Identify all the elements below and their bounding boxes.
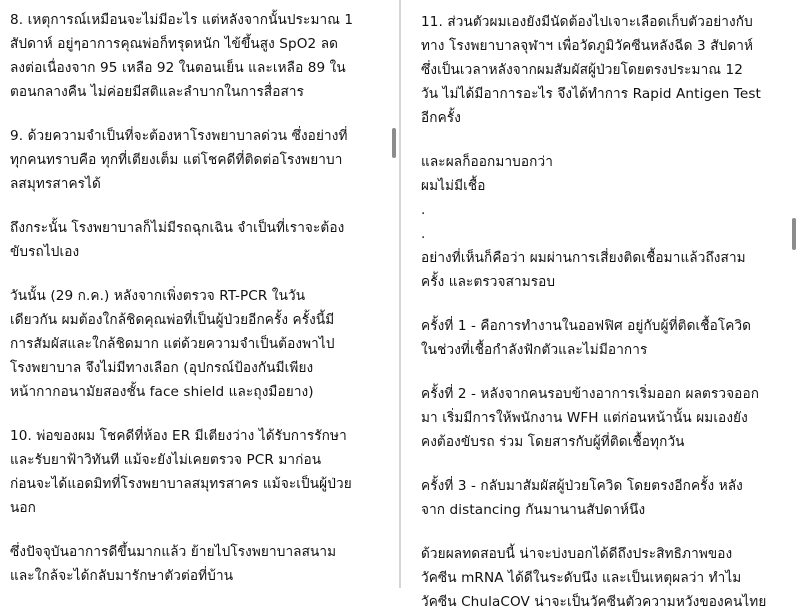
- text-paragraph: [421, 10, 788, 130]
- text-paragraph: [421, 246, 788, 294]
- text-paragraph: [10, 424, 387, 520]
- text-line: สัปดาห์ อยู่ๆอาการคุณพ่อก็ทรุดหนัก ไข้ขึ้นสูง SpO2 ลด: [10, 36, 339, 52]
- text-line: ในช่วงที่เชื้อกำลังฟักตัวและไม่มีอาการ: [421, 342, 648, 358]
- text-paragraph: [10, 124, 387, 196]
- text-paragraph: [10, 216, 387, 264]
- text-line: วัน ไม่ได้มีอาการอะไร จึงได้ทำการ Rapid Antigen Test: [421, 86, 761, 102]
- text-line: ครั้งที่ 1 - คือการทำงานในออฟฟิศ อยู่กับผู้ที่ติดเชื้อโควิด: [421, 318, 752, 334]
- text-line: ตอนกลางคืน ไม่ค่อยมีสติและลำบากในการสื่อสาร: [10, 84, 305, 100]
- text-line: ก่อนจะได้แอดมิทที่โรงพยาบาลสมุทรสาคร แม้จะเป็นผู้ป่วย: [10, 476, 352, 492]
- text-paragraph: [421, 474, 788, 522]
- text-paragraph: [10, 284, 387, 404]
- right-text-pane[interactable]: [401, 0, 800, 610]
- text-line: ทุกคนทราบคือ ทุกที่เตียงเต็ม แต่โชคดีที่ติดต่อโรงพยาบา: [10, 152, 343, 168]
- text-line: ลงต่อเนื่องจาก 95 เหลือ 92 ในตอนเย็น และเหลือ 89 ใน: [10, 60, 346, 76]
- text-line: และใกล้จะได้กลับมารักษาตัวต่อที่บ้าน: [10, 568, 234, 584]
- text-paragraph: [10, 8, 387, 104]
- text-line: ด้วยผลทดสอบนี้ น่าจะบ่งบอกได้ดีถึงประสิทธิภาพของ: [421, 546, 733, 562]
- text-line: นอก: [10, 500, 36, 516]
- text-line: และรับยาฟ้าวิทันที แม้จะยังไม่เคยตรวจ PCR มาก่อน: [10, 452, 322, 468]
- text-line: .: [421, 202, 426, 218]
- text-line: 9. ด้วยความจำเป็นที่จะต้องหาโรงพยาบาลด่วน ซึ่งอย่างที่: [10, 128, 348, 144]
- left-scrollbar-thumb[interactable]: [392, 128, 396, 158]
- text-line: ครั้งที่ 2 - หลังจากคนรอบข้างอาการเริ่มออก ผลตรวจออก: [421, 386, 760, 402]
- text-line: ซึ่งปัจจุบันอาการดีขึ้นมากแล้ว ย้ายไปโรงพยาบาลสนาม: [10, 544, 337, 560]
- text-line: วัคซีน mRNA ได้ดีในระดับนึง และเป็นเหตุผลว่า ทำไม: [421, 570, 742, 586]
- text-paragraph: [421, 382, 788, 454]
- text-line: ทาง โรงพยาบาลจุฬาฯ เพื่อวัดภูมิวัคซีนหลังฉีด 3 สัปดาห์: [421, 38, 754, 54]
- text-line: ลสมุทรสาครได้: [10, 176, 101, 192]
- text-line: ครั้งที่ 3 - กลับมาสัมผัสผู้ป่วยโควิด โดยตรงอีกครั้ง หลัง: [421, 478, 743, 494]
- text-line: 8. เหตุการณ์เหมือนจะไม่มีอะไร แต่หลังจากนั้นประมาณ 1: [10, 12, 354, 28]
- text-line: คงต้องขับรถ ร่วม โดยสารกับผู้ที่ติดเชื้อทุกวัน: [421, 434, 685, 450]
- text-line: วัคซีน ChulaCOV น่าจะเป็นวัคซีนตัวความหวังของคนไทย: [421, 594, 767, 610]
- text-paragraph: [10, 540, 387, 588]
- text-line: ขับรถไปเอง: [10, 244, 80, 260]
- text-line: อีกครั้ง: [421, 110, 461, 126]
- text-paragraph: [421, 314, 788, 362]
- text-line: .: [421, 226, 426, 242]
- right-scrollbar-thumb[interactable]: [792, 218, 796, 250]
- left-text-pane[interactable]: [0, 0, 399, 588]
- text-paragraph: [421, 150, 788, 246]
- text-line: จาก distancing กันมานานสัปดาห์นึง: [421, 502, 646, 518]
- text-line: การสัมผัสและใกล้ชิดมาก แต่ด้วยความจำเป็นต้องพาไป: [10, 336, 335, 352]
- text-line: และผลก็ออกมาบอกว่า: [421, 154, 553, 170]
- text-line: ซึ่งเป็นเวลาหลังจากผมสัมผัสผู้ป่วยโดยตรงประมาณ 12: [421, 62, 743, 78]
- text-line: โรงพยาบาล จึงไม่มีทางเลือก (อุปกรณ์ป้องกันมีเพียง: [10, 360, 314, 376]
- text-line: มา เริ่มมีการให้พนักงาน WFH แต่ก่อนหน้านั้น ผมเองยัง: [421, 410, 748, 426]
- text-line: 11. ส่วนตัวผมเองยังมีนัดต้องไปเจาะเลือดเก็บตัวอย่างกับ: [421, 14, 753, 30]
- text-line: ถึงกระนั้น โรงพยาบาลก็ไม่มีรถฉุกเฉิน จำเป็นที่เราจะต้อง: [10, 220, 345, 236]
- text-line: เดียวกัน ผมต้องใกล้ชิดคุณพ่อที่เป็นผู้ป่วยอีกครั้ง ครั้งนี้มี: [10, 312, 335, 328]
- text-line: ผมไม่มีเชื้อ: [421, 178, 486, 194]
- text-paragraph: [421, 542, 788, 614]
- text-line: 10. พ่อของผม โชคดีที่ห้อง ER มีเตียงว่าง ได้รับการรักษา: [10, 428, 347, 444]
- text-line: หน้ากากอนามัยสองชั้น face shield และถุงมือยาง): [10, 384, 314, 400]
- text-line: วันนั้น (29 ก.ค.) หลังจากเพิ่งตรวจ RT-PCR ในวัน: [10, 288, 306, 304]
- text-line: อย่างที่เห็นก็คือว่า ผมผ่านการเสี่ยงติดเชื้อมาแล้วถึงสาม: [421, 250, 746, 266]
- text-line: ครั้ง และตรวจสามรอบ: [421, 274, 556, 290]
